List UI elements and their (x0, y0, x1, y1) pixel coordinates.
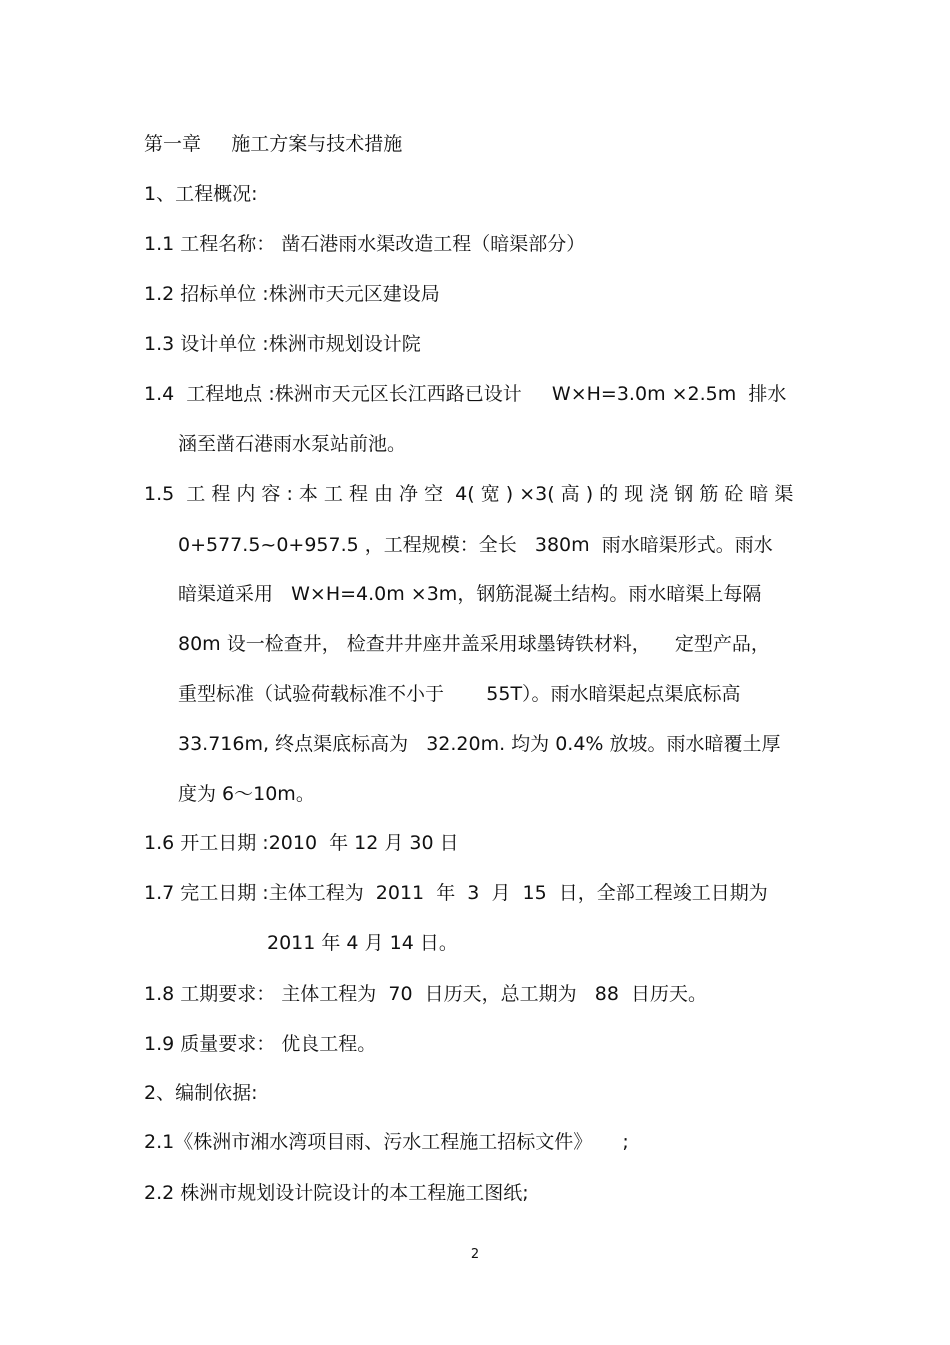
item-1-5-line-2: 0+577.5~0+957.5 ，工程规模：全长 380m 雨水暗渠形式。雨水 (178, 534, 773, 556)
section-2-heading: 2、编制依据: (144, 1082, 258, 1104)
item-1-3: 1.3 设计单位 :株洲市规划设计院 (144, 333, 421, 355)
page-number: 2 (470, 1247, 480, 1262)
item-1-1: 1.1 工程名称： 凿石港雨水渠改造工程（暗渠部分） (144, 233, 586, 255)
item-1-4-line-2: 涵至凿石港雨水泵站前池。 (178, 433, 407, 455)
item-1-5-line-4: 80m 设一检查井， 检查井井座井盖采用球墨铸铁材料， 定型产品， (178, 633, 770, 655)
item-2-2: 2.2 株洲市规划设计院设计的本工程施工图纸; (144, 1182, 529, 1204)
item-2-1: 2.1《株洲市湘水湾项目雨、污水工程施工招标文件》 ; (144, 1131, 629, 1153)
item-1-8: 1.8 工期要求： 主体工程为 70 日历天，总工期为 88 日历天。 (144, 983, 708, 1005)
item-1-5-line-1: 1.5 工 程 内 容 : 本 工 程 由 净 空 4( 宽 ) ×3( 高 ) 的 现 浇 钢 筋 砼 暗 渠 (144, 483, 794, 505)
item-1-5-line-3: 暗渠道采用 W×H=4.0m ×3m，钢筋混凝土结构。雨水暗渠上每隔 (178, 583, 762, 605)
item-1-2: 1.2 招标单位 :株洲市天元区建设局 (144, 283, 440, 305)
item-1-5-line-6: 33.716m, 终点渠底标高为 32.20m. 均为 0.4% 放坡。雨水暗覆土厚 (178, 733, 781, 755)
section-1-heading: 1、工程概况: (144, 183, 258, 205)
item-1-4-line-1: 1.4 工程地点 :株洲市天元区长江西路已设计 W×H=3.0m ×2.5m 排水 (144, 383, 787, 405)
item-1-6: 1.6 开工日期 :2010 年 12 月 30 日 (144, 832, 459, 854)
item-1-5-line-5: 重型标准（试验荷载标准不小于 55T）。雨水暗渠起点渠底标高 (178, 683, 741, 705)
chapter-title: 第一章 施工方案与技术措施 (144, 133, 403, 155)
item-1-9: 1.9 质量要求： 优良工程。 (144, 1033, 377, 1055)
item-1-5-line-7: 度为 6～10m。 (178, 783, 315, 805)
item-1-7-line-1: 1.7 完工日期 :主体工程为 2011 年 3 月 15 日，全部工程竣工日期为 (144, 882, 768, 904)
item-1-7-line-2: 2011 年 4 月 14 日。 (267, 932, 458, 954)
